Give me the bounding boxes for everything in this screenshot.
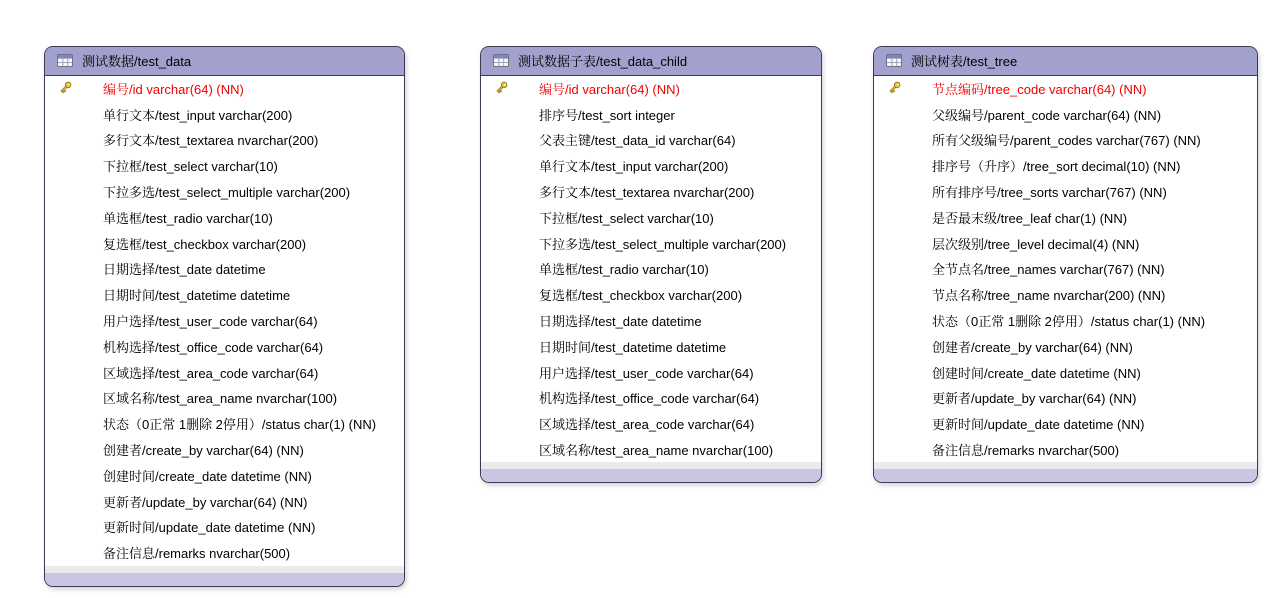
table-row[interactable]	[874, 256, 1257, 282]
table-row[interactable]	[874, 230, 1257, 256]
field-label: 单行文本/test_input varchar(200)	[539, 159, 729, 175]
table-row[interactable]	[481, 204, 821, 230]
table-row[interactable]	[874, 179, 1257, 205]
field-label: 更新时间/update_date datetime (NN)	[103, 520, 316, 536]
table-row[interactable]	[45, 411, 404, 437]
field-label: 单选框/test_radio varchar(10)	[539, 262, 709, 278]
table-footer-strip	[45, 566, 404, 573]
field-label: 区域名称/test_area_name nvarchar(100)	[539, 443, 774, 459]
table-row[interactable]	[874, 204, 1257, 230]
table-footer	[481, 469, 821, 482]
table-row[interactable]	[481, 101, 821, 127]
field-label: 编号/id varchar(64) (NN)	[103, 81, 244, 97]
table-row[interactable]	[45, 385, 404, 411]
field-label: 父级编号/parent_code varchar(64) (NN)	[932, 107, 1162, 123]
table-row[interactable]	[481, 127, 821, 153]
field-label: 排序号（升序）/tree_sort decimal(10) (NN)	[932, 159, 1181, 175]
field-label: 创建时间/create_date datetime (NN)	[103, 468, 312, 484]
table-row[interactable]	[481, 153, 821, 179]
key-icon	[494, 80, 510, 96]
field-label: 备注信息/remarks nvarchar(500)	[932, 443, 1120, 459]
table-row[interactable]	[45, 127, 404, 153]
table-row[interactable]	[45, 282, 404, 308]
table-row[interactable]	[874, 127, 1257, 153]
table-row[interactable]	[45, 462, 404, 488]
table-row[interactable]	[45, 256, 404, 282]
db-table-header[interactable]	[481, 47, 821, 76]
field-label: 状态（0正常 1删除 2停用）/status char(1) (NN)	[103, 417, 377, 433]
field-label: 机构选择/test_office_code varchar(64)	[103, 339, 324, 355]
table-row[interactable]	[481, 385, 821, 411]
table-grid-icon	[886, 54, 902, 67]
table-row[interactable]	[481, 308, 821, 334]
field-label: 多行文本/test_textarea nvarchar(200)	[103, 133, 319, 149]
table-row[interactable]	[45, 101, 404, 127]
table-grid-icon	[493, 54, 509, 67]
field-label: 所有父级编号/parent_codes varchar(767) (NN)	[932, 133, 1201, 149]
table-row[interactable]	[874, 333, 1257, 359]
table-row[interactable]	[45, 488, 404, 514]
table-row[interactable]	[481, 437, 821, 463]
table-row[interactable]	[481, 411, 821, 437]
field-label: 下拉框/test_select varchar(10)	[539, 210, 714, 226]
table-row[interactable]	[481, 179, 821, 205]
field-label: 单行文本/test_input varchar(200)	[103, 107, 293, 123]
field-label: 日期时间/test_datetime datetime	[539, 339, 727, 355]
table-row[interactable]	[45, 514, 404, 540]
table-row[interactable]	[874, 359, 1257, 385]
table-row[interactable]	[874, 437, 1257, 463]
field-label: 下拉多选/test_select_multiple varchar(200)	[103, 185, 351, 201]
table-row[interactable]	[45, 333, 404, 359]
field-label: 编号/id varchar(64) (NN)	[539, 81, 680, 97]
table-row[interactable]	[874, 101, 1257, 127]
table-row[interactable]	[874, 308, 1257, 334]
table-row[interactable]	[45, 359, 404, 385]
table-row[interactable]	[45, 230, 404, 256]
field-label: 更新者/update_by varchar(64) (NN)	[932, 391, 1137, 407]
field-label: 备注信息/remarks nvarchar(500)	[103, 546, 291, 562]
field-label: 所有排序号/tree_sorts varchar(767) (NN)	[932, 185, 1167, 201]
field-label: 节点编码/tree_code varchar(64) (NN)	[932, 81, 1147, 97]
field-label: 节点名称/tree_name nvarchar(200) (NN)	[932, 288, 1166, 304]
key-icon	[58, 80, 74, 96]
table-row[interactable]	[45, 76, 404, 102]
field-label: 日期选择/test_date datetime	[539, 314, 702, 330]
table-rows	[481, 76, 821, 463]
table-title: 测试数据/test_data	[82, 54, 192, 70]
table-row[interactable]	[481, 359, 821, 385]
table-footer-strip	[481, 462, 821, 469]
table-title: 测试树表/test_tree	[911, 54, 1018, 70]
db-table-test_data_child[interactable]	[480, 46, 822, 483]
table-footer	[45, 573, 404, 586]
db-table-header[interactable]	[45, 47, 404, 76]
table-rows	[45, 76, 404, 566]
field-label: 创建者/create_by varchar(64) (NN)	[932, 339, 1133, 355]
table-row[interactable]	[45, 153, 404, 179]
field-label: 下拉框/test_select varchar(10)	[103, 159, 278, 175]
table-row[interactable]	[481, 282, 821, 308]
key-icon	[887, 80, 903, 96]
field-label: 区域选择/test_area_code varchar(64)	[539, 417, 755, 433]
db-table-test_tree[interactable]	[873, 46, 1258, 483]
field-label: 更新者/update_by varchar(64) (NN)	[103, 494, 308, 510]
field-label: 父表主键/test_data_id varchar(64)	[539, 133, 736, 149]
table-footer	[874, 469, 1257, 482]
field-label: 区域选择/test_area_code varchar(64)	[103, 365, 319, 381]
field-label: 创建时间/create_date datetime (NN)	[932, 365, 1141, 381]
table-row[interactable]	[45, 204, 404, 230]
table-rows	[874, 76, 1257, 463]
field-label: 排序号/test_sort integer	[539, 107, 675, 123]
table-grid-icon	[57, 54, 73, 67]
table-row[interactable]	[874, 76, 1257, 102]
table-row[interactable]	[45, 308, 404, 334]
field-label: 层次级别/tree_level decimal(4) (NN)	[932, 236, 1140, 252]
field-label: 用户选择/test_user_code varchar(64)	[539, 365, 754, 381]
field-label: 下拉多选/test_select_multiple varchar(200)	[539, 236, 787, 252]
db-table-test_data[interactable]	[44, 46, 405, 587]
table-row[interactable]	[45, 179, 404, 205]
table-row[interactable]	[481, 256, 821, 282]
field-label: 日期时间/test_datetime datetime	[103, 288, 291, 304]
field-label: 单选框/test_radio varchar(10)	[103, 210, 273, 226]
table-row[interactable]	[481, 333, 821, 359]
db-table-header[interactable]	[874, 47, 1257, 76]
field-label: 全节点名/tree_names varchar(767) (NN)	[932, 262, 1165, 278]
table-row[interactable]	[481, 230, 821, 256]
table-row[interactable]	[874, 411, 1257, 437]
field-label: 是否最末级/tree_leaf char(1) (NN)	[932, 210, 1128, 226]
field-label: 区域名称/test_area_name nvarchar(100)	[103, 391, 338, 407]
table-row[interactable]	[481, 76, 821, 102]
field-label: 创建者/create_by varchar(64) (NN)	[103, 443, 304, 459]
table-row[interactable]	[45, 437, 404, 463]
field-label: 机构选择/test_office_code varchar(64)	[539, 391, 760, 407]
table-row[interactable]	[874, 153, 1257, 179]
field-label: 复选框/test_checkbox varchar(200)	[539, 288, 743, 304]
table-row[interactable]	[874, 385, 1257, 411]
field-label: 多行文本/test_textarea nvarchar(200)	[539, 185, 755, 201]
table-row[interactable]	[45, 540, 404, 566]
field-label: 更新时间/update_date datetime (NN)	[932, 417, 1145, 433]
field-label: 日期选择/test_date datetime	[103, 262, 266, 278]
table-row[interactable]	[874, 282, 1257, 308]
table-title: 测试数据子表/test_data_child	[518, 54, 688, 70]
field-label: 用户选择/test_user_code varchar(64)	[103, 314, 318, 330]
field-label: 状态（0正常 1删除 2停用）/status char(1) (NN)	[932, 314, 1206, 330]
field-label: 复选框/test_checkbox varchar(200)	[103, 236, 307, 252]
table-footer-strip	[874, 462, 1257, 469]
